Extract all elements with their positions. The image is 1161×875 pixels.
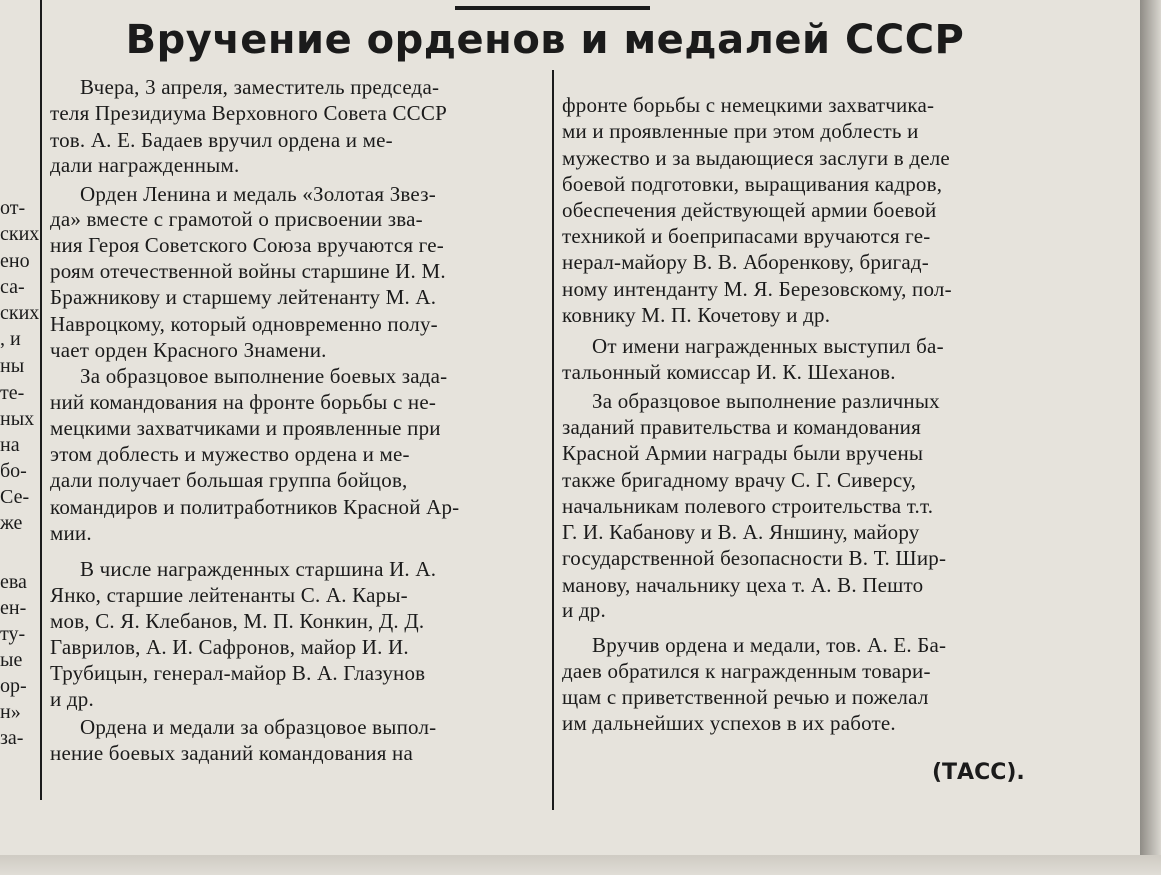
left-fragment: ных: [0, 408, 35, 430]
text-line: чает орден Красного Знамени.: [50, 338, 327, 362]
page-bottom-shadow: [0, 855, 1161, 875]
text-line: Янко, старшие лейтенанты С. А. Кары-: [50, 583, 408, 607]
text-line: роям отечественной войны старшине И. М.: [50, 259, 446, 283]
text-line: боевой подготовки, выращивания кадров,: [562, 172, 943, 196]
left-fragment: ен-: [0, 597, 27, 619]
text-line: В числе награжденных старшина И. А.: [80, 557, 437, 581]
middle-column-rule: [552, 70, 554, 810]
text-line: Вручив ордена и медали, тов. А. Е. Ба-: [592, 633, 947, 657]
top-rule: [455, 6, 650, 10]
text-line: Бражникову и старшему лейтенанту М. А.: [50, 285, 437, 309]
left-fragment: ено: [0, 250, 30, 272]
left-fragment: же: [0, 512, 23, 534]
text-line: За образцовое выполнение боевых зада-: [80, 364, 448, 388]
text-line: нение боевых заданий командования на: [50, 741, 413, 765]
text-line: ному интенданту М. Я. Березовскому, пол-: [562, 277, 952, 301]
text-line: заданий правительства и командования: [562, 415, 921, 439]
text-line: техникой и боеприпасами вручаются ге-: [562, 224, 931, 248]
text-line: Гаврилов, А. И. Сафронов, майор И. И.: [50, 635, 409, 659]
text-line: им дальнейших успехов в их работе.: [562, 711, 896, 735]
left-fragment: бо-: [0, 460, 27, 482]
text-line: От имени награжденных выступил ба-: [592, 334, 944, 358]
text-line: командиров и политработников Красной Ар-: [50, 495, 460, 519]
text-line: ния Героя Советского Союза вручаются ге-: [50, 233, 444, 257]
text-line: также бригадному врачу С. Г. Сиверсу,: [562, 468, 917, 492]
text-line: государственной безопасности В. Т. Шир-: [562, 546, 947, 570]
left-fragment: ских: [0, 302, 40, 324]
left-fragment: от-: [0, 197, 26, 219]
text-line: даев обратился к награжденным товари-: [562, 659, 931, 683]
text-line: и др.: [562, 598, 606, 622]
text-line: мов, С. Я. Клебанов, М. П. Конкин, Д. Д.: [50, 609, 425, 633]
left-fragment: ских: [0, 223, 40, 245]
text-line: Красной Армии награды были вручены: [562, 441, 924, 465]
signature: (ТАСС).: [932, 760, 1025, 785]
left-fragment: са-: [0, 276, 25, 298]
text-line: Ордена и медали за образцовое выпол-: [80, 715, 437, 739]
text-line: тов. А. Е. Бадаев вручил ордена и ме-: [50, 128, 393, 152]
text-line: ний командования на фронте борьбы с не-: [50, 390, 437, 414]
left-fragment: ны: [0, 355, 25, 377]
left-fragment: ые: [0, 649, 23, 671]
text-line: нерал-майору В. В. Аборенкову, бригад-: [562, 250, 929, 274]
page-edge-shadow: [1140, 0, 1161, 875]
text-line: тальонный комиссар И. К. Шеханов.: [562, 360, 896, 384]
text-line: ми и проявленные при этом доблесть и: [562, 119, 919, 143]
text-line: Орден Ленина и медаль «Золотая Звез-: [80, 182, 436, 206]
left-fragment: на: [0, 434, 20, 456]
left-fragment: за-: [0, 727, 24, 749]
text-line: мецкими захватчиками и проявленные при: [50, 416, 441, 440]
left-fragment: ор-: [0, 675, 27, 697]
text-line: обеспечения действующей армии боевой: [562, 198, 937, 222]
left-fragment: н»: [0, 701, 21, 723]
text-line: дали получает большая группа бойцов,: [50, 468, 408, 492]
text-line: мии.: [50, 521, 92, 545]
text-line: Трубицын, генерал-майор В. А. Глазунов: [50, 661, 426, 685]
text-line: щам с приветственной речью и пожелал: [562, 685, 929, 709]
text-line: Г. И. Кабанову и В. А. Яншину, майору: [562, 520, 920, 544]
left-fragment: Се-: [0, 486, 30, 508]
text-line: Навроцкому, который одновременно полу-: [50, 312, 438, 336]
left-fragment: , и: [0, 328, 21, 350]
text-line: Вчера, 3 апреля, заместитель председа-: [80, 75, 440, 99]
text-line: начальникам полевого строительства т.т.: [562, 494, 934, 518]
text-line: да» вместе с грамотой о присвоении зва-: [50, 207, 423, 231]
left-fragment: те-: [0, 382, 25, 404]
text-line: манову, начальнику цеха т. А. В. Пешто: [562, 573, 924, 597]
text-line: фронте борьбы с немецкими захватчика-: [562, 93, 935, 117]
left-column-rule: [40, 0, 42, 800]
left-fragment: ту-: [0, 623, 26, 645]
left-fragment: ева: [0, 571, 27, 593]
text-line: теля Президиума Верховного Совета СССР: [50, 101, 447, 125]
text-line: дали награжденным.: [50, 153, 240, 177]
text-line: мужество и за выдающиеся заслуги в деле: [562, 146, 950, 170]
text-line: За образцовое выполнение различных: [592, 389, 940, 413]
text-line: и др.: [50, 687, 94, 711]
headline: Вручение орденов и медалей СССР: [125, 17, 965, 63]
text-line: этом доблесть и мужество ордена и ме-: [50, 442, 410, 466]
text-line: ковнику М. П. Кочетову и др.: [562, 303, 831, 327]
